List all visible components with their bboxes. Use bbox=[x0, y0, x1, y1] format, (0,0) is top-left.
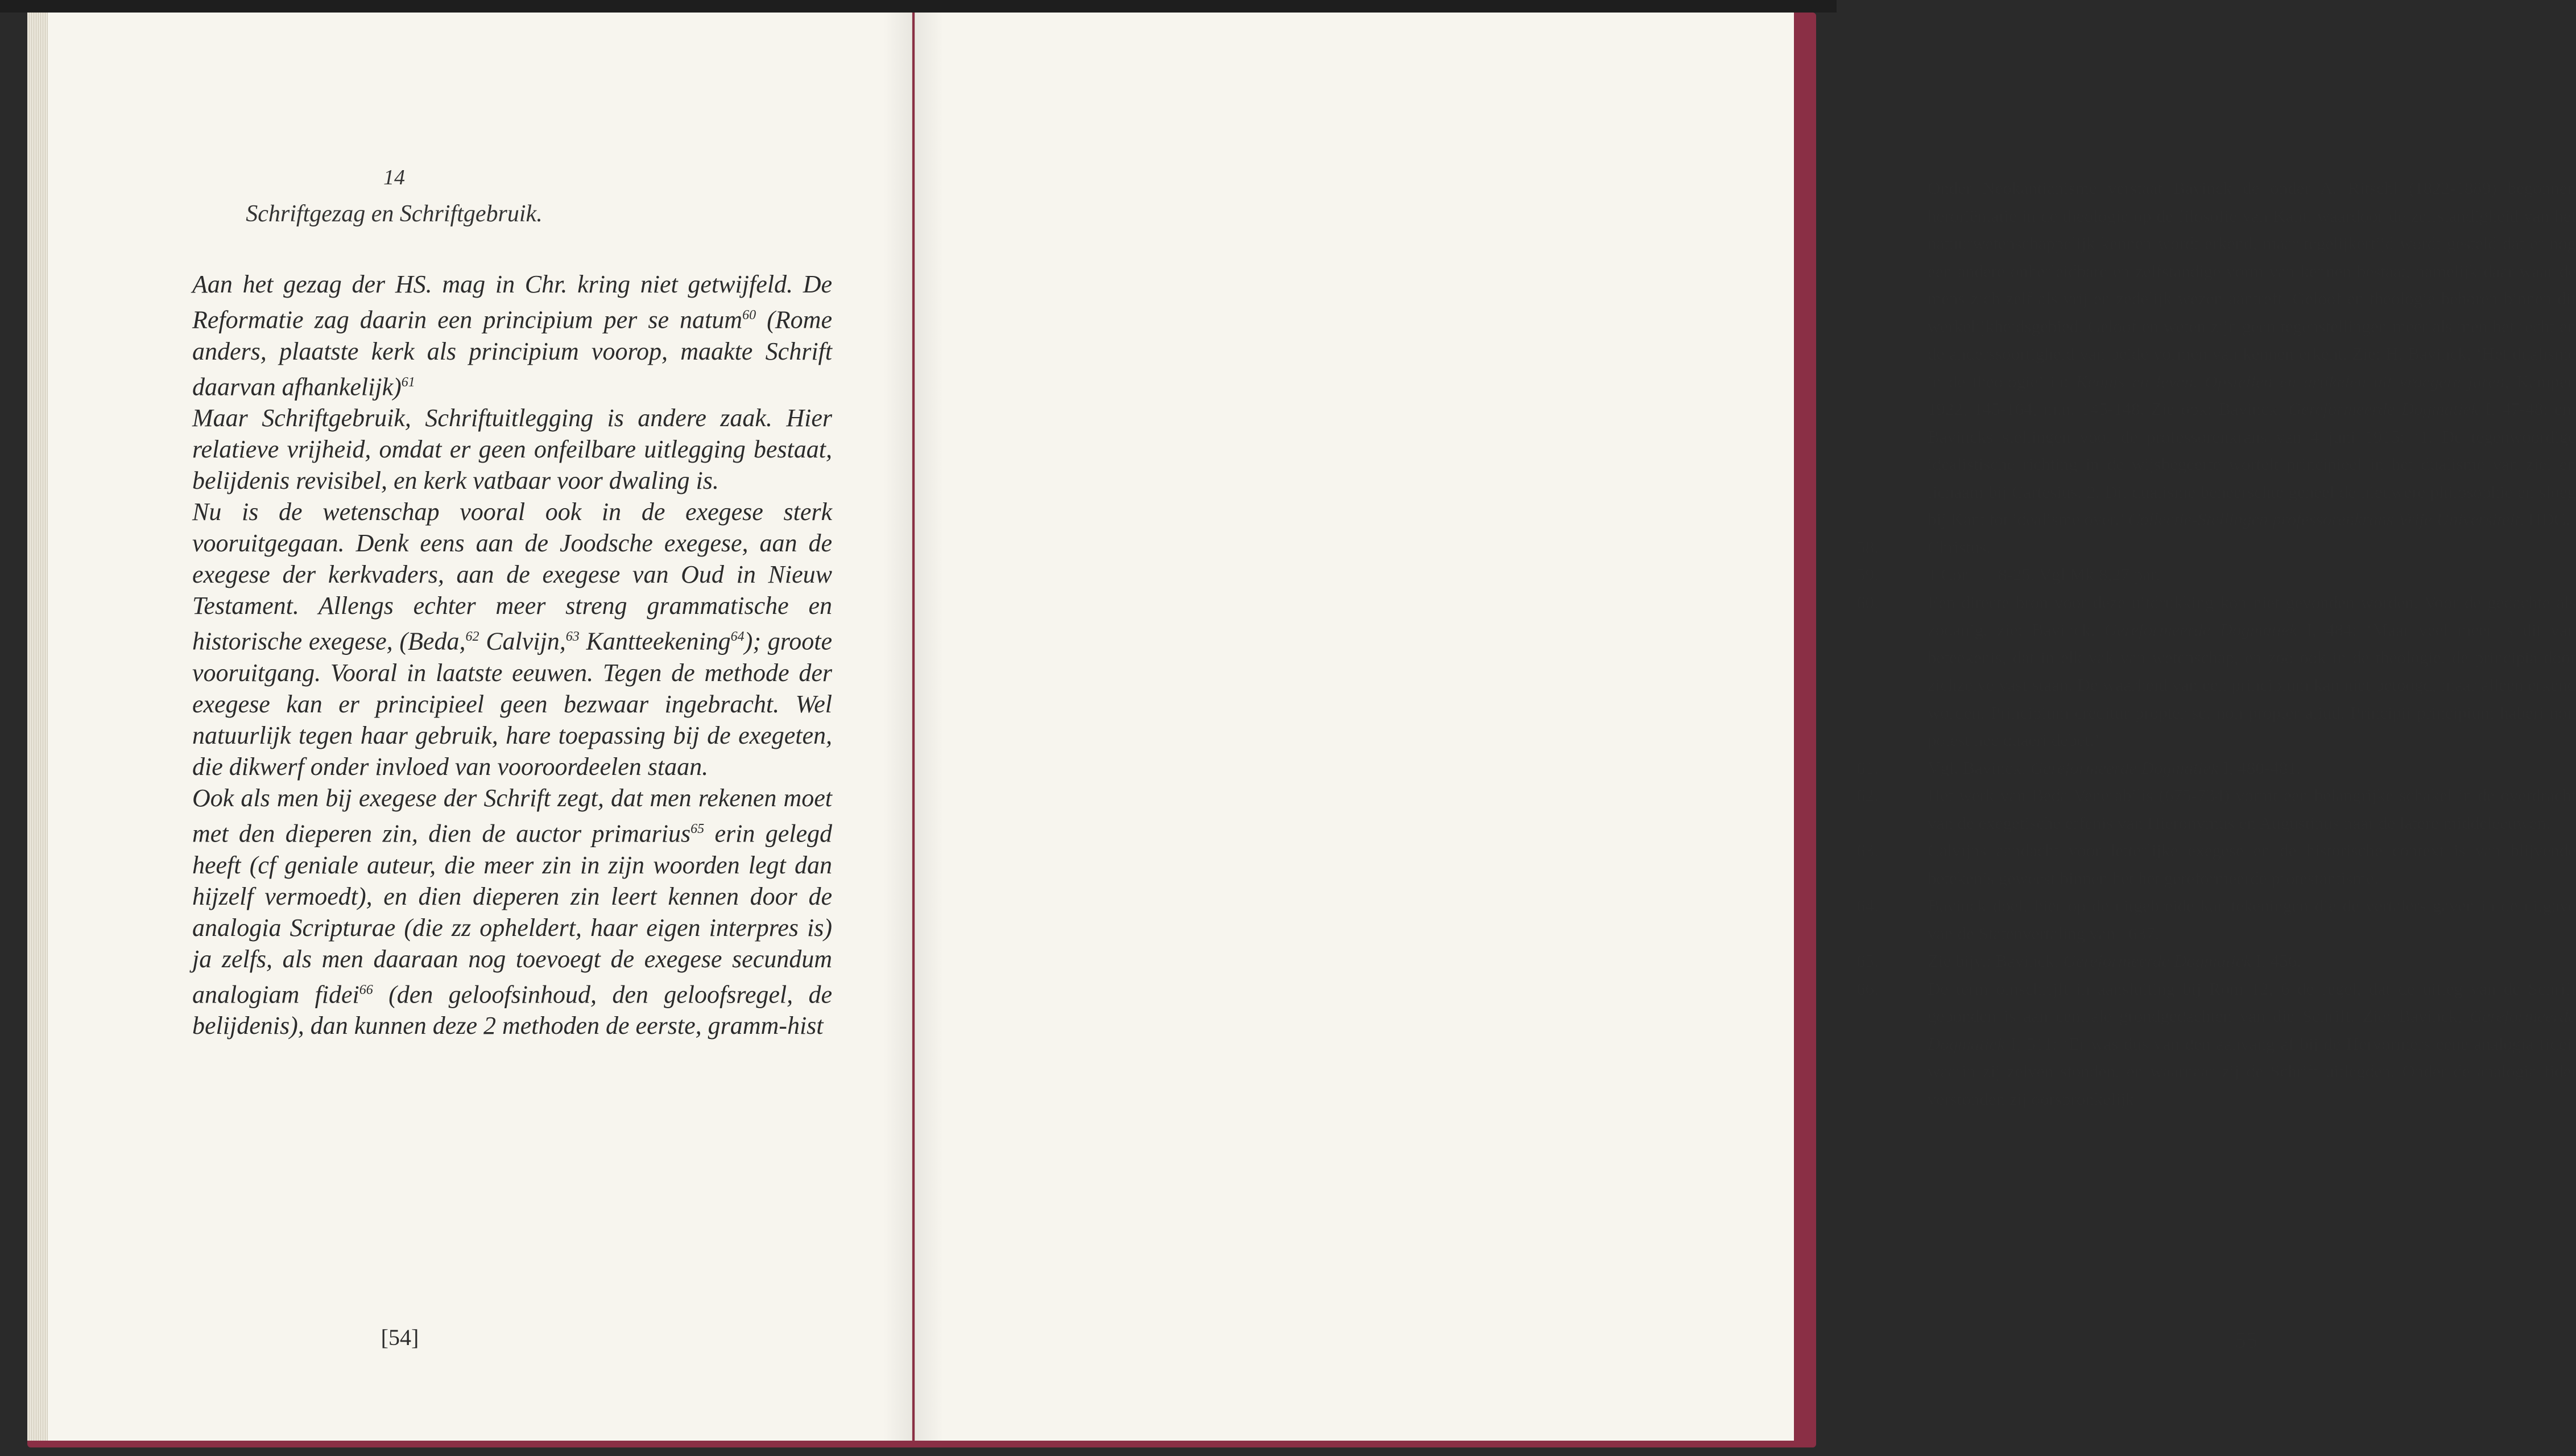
footnote-ref-66[interactable]: 66 bbox=[359, 982, 373, 997]
footnote-continuation: Onder Neokantianisme verstaat Bavinck de onder A. Ritschl (1822-1889) begonnen heroriëntatie in de theologie op de filosofie van Kant, waardoor de zelfstandigheid van het natuurwetenschappelijk kennen wordt erkend, maar tegelijkertijd wordt gesteld dat er nog een andere onherleidbare en zelfstandige vorm van kennen bestaat, namelijk daar waar de mens zich zelf als vrij en zedelijk wezen aantreft. Geloof en theologie behoren binnen dit werkelijkheidsgebied. Geloof en weten zijn geen tegenstellingen meer als men het recht en de anderssoortigheid van beide vormen van kennen erkent. Zie: H. Bavinck, ‘Het dualisme in de theologie’ in: Kennis en leven. Opstellen en artikelen uit vroegere jaren, Kampen 1922, 145-164, m.n. 145-148. Zie ook: Bavinck, Gereformeerde Dogmatiek I, 47-48; en: Bavincks stellingen voor de professorenkrans van 4 juni 1915: ‘1. De tegenwoordige idealistische richting in de wijsbegeerte wortelt principieel in het dualisme van ziel en lichaam bij Cartesius. 2. Dit dualisme beheerschte geheel de nieuwere philosophie en sloeg bij Kant tot idealisme over.’ Collectie-Stellingen professorenkrans Vrije Universiteit, HDC. bbox=[1928, 178, 2576, 529]
open-book bbox=[27, 13, 2576, 1447]
footnote-63 bbox=[1856, 837, 2576, 892]
footnote-text: Vgl. Bavinck, Gereformeerde Dogmatiek I, 480-481. bbox=[1928, 757, 2301, 778]
page-edges bbox=[27, 13, 48, 1441]
right-page bbox=[915, 13, 2576, 1441]
footnote-number: 59. bbox=[1856, 564, 1879, 584]
footnote-text: Zie bijv.: Bavinck, Gereformeerde Dogmatiek I, 456. bbox=[1928, 951, 2301, 971]
paragraph-4: Ook als men bij exegese der Schrift zegt, dat men rekenen moet met den dieperen zin, dien de auctor primarius$^{65}$ erin gelegd heeft (cf geniale auteur, die meer zin in zijn woorden legt dan hijzelf vermoedt), en dien dieperen zin leert kennen door de analogia Scripturae (die zz opheldert, haar eigen interpres is) ja zelfs, als men daaraan nog toevoegt de exegese secundum analogiam fidei$^{66}$ (den geloofsinhoud, den geloofsregel, de belijdenis), dan kunnen deze 2 methoden de eerste, gramm-hist bbox=[192, 783, 832, 1040]
gutter-shadow bbox=[915, 13, 944, 1441]
page-number-left: [54] bbox=[381, 1325, 419, 1350]
footnote-text: 1 Cor 1, 18-25. Vgl Mk 8,27 par. bbox=[1928, 564, 2160, 584]
chapter-title: Schriftgezag en Schriftgebruik. bbox=[246, 201, 543, 227]
footnote-61 bbox=[1856, 754, 2576, 782]
footnote-number: 64. bbox=[1856, 896, 1879, 915]
footnote-ref-60[interactable]: 60 bbox=[742, 308, 756, 323]
footnote-58 bbox=[1856, 534, 2576, 562]
footnote-number: 61. bbox=[1856, 757, 1879, 778]
page-number-right: 55 bbox=[2235, 1327, 2257, 1353]
footnote-text: De term omschrijft in aansluiting bij Rom 12, 6 de regel, dat de uitleg van de Schrift gebonden is aan centrale grondgedachten van die Schrift. Zie: Bavinck, Gereformeerde Dogmatiek I, 511: ‘Er was dus van den aanvang af bij de Hervormers eene analogia fidei, waarin zij zelven stonden, en waarnaar zij de Schrift uitlegden. Onder de analogia fidei verstonden zij oorspronkelijk bbox=[1928, 978, 2576, 1109]
gutter-shadow bbox=[883, 13, 912, 1441]
footnote-number: 60. bbox=[1856, 592, 1879, 612]
footnote-66 bbox=[1856, 975, 2576, 1113]
manuscript-text bbox=[192, 269, 832, 1041]
footnote-number: 62. bbox=[1856, 785, 1879, 805]
footnote-number: 58. bbox=[1856, 537, 1879, 557]
footnote-65 bbox=[1856, 947, 2576, 975]
footnote-text: Calvijns aandacht voor letterlijke exegese en de historische context is van blijvende betekenis geweest binnen het het gereformeerde protestantisme. bbox=[1928, 840, 2576, 888]
left-page bbox=[27, 13, 912, 1441]
footnote-59 bbox=[1856, 561, 2576, 589]
footnotes bbox=[1856, 175, 2576, 1113]
footnote-ref-61[interactable]: 61 bbox=[401, 374, 415, 390]
footnote-text: Het werk van Beda Venerabilis (675-734) vormt een belangrijke schakel in de overdracht van de exegetische erfenis van Hieronymus en Augustinus naar de latere middeleeuwen. bbox=[1928, 785, 2576, 833]
paragraph-2: Maar Schriftgebruik, Schriftuitlegging is andere zaak. Hier relatieve vrijheid, omdat er geen onfeilbare uitlegging bestaat, belijdenis revisibel, en kerk vatbaar voor dwaling is. bbox=[192, 404, 832, 495]
footnote-ref-63[interactable]: 63 bbox=[565, 629, 580, 645]
footnote-62 bbox=[1856, 782, 2576, 837]
chapter-number: 14 bbox=[383, 166, 405, 189]
footnote-64 bbox=[1856, 892, 2576, 947]
footnote-number: 65. bbox=[1856, 951, 1879, 971]
footnote-number: 66. bbox=[1856, 978, 1879, 999]
footnote-text: Christus. bbox=[1928, 537, 1991, 557]
scan-background bbox=[0, 0, 1837, 13]
footnote-text: Een directe bron voor deze uitdrukking kon niet gevonden worden. Voor de gedachte als zodanig, zie: Bavinck, Gereformeerde Dogmatiek I, 484: ‘Maar veel meer is dit van beteekenis, dat in elk vak van wetenschap, en zoo ook in de theologie, de principia door zichzelve vast staan. De waarheid van een principium kan niet betoogd, maar alleen erkend worden. Principium creditur propter se, non propter aliud. Principii principium haberi non potest nec quaeri debet.’ bbox=[1928, 592, 2576, 750]
paragraph-3: Nu is de wetenschap vooral ook in de exegese sterk vooruitgegaan. Denk eens aan de Joodsche exegese, aan de exegese der kerkvaders, aan de exegese van Oud in Nieuw Testament. Allengs echter meer streng grammatische en historische exegese, (Beda,$^{62}$ Calvijn,$^{63}$ Kantteekening$^{64}$); groote vooruitgang. Vooral in laatste eeuwen. Tegen de methode der exegese kan er principieel geen bezwaar ingebracht. Wel natuurlijk tegen haar gebruik, hare toepassing bij de exegeten, die dikwerf onder invloed van vooroordeelen staan. bbox=[192, 498, 832, 781]
footnote-60 bbox=[1856, 589, 2576, 754]
footnote-number: 63. bbox=[1856, 840, 1879, 860]
footnote-text: Bavinck doelt hier op de uitgebreide kanttekeningen die de vertalers gaven in de uitgave van de Statenvertaling van 1637. bbox=[1928, 896, 2576, 943]
footnote-ref-62[interactable]: 62 bbox=[465, 629, 479, 645]
footnote-ref-65[interactable]: 65 bbox=[690, 821, 705, 836]
paragraph-1: Aan het gezag der HS. mag in Chr. kring niet getwijfeld. De Reformatie zag daarin een principium per se natum$^{60}$ (Rome anders, plaatste kerk als principium voorop, maakte Schrift daarvan afhankelijk)$^{61}$ bbox=[192, 270, 832, 401]
footnote-ref-64[interactable]: 64 bbox=[730, 629, 745, 645]
